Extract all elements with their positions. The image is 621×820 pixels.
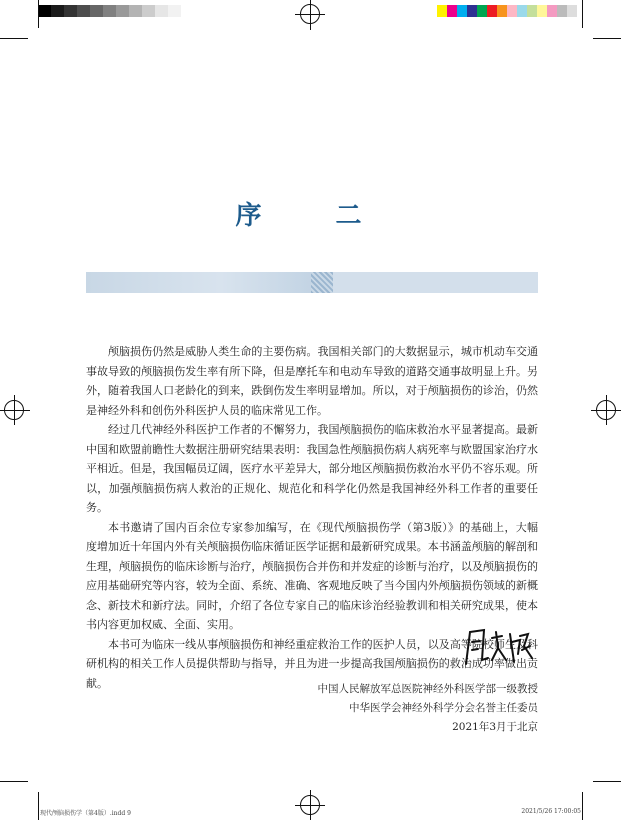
color-swatch <box>457 5 467 17</box>
gray-step-bar <box>38 5 181 17</box>
color-swatch <box>477 5 487 17</box>
color-step-bar <box>437 5 577 17</box>
decorative-band <box>86 272 538 293</box>
signature-block <box>318 680 539 737</box>
gray-swatch <box>142 5 155 17</box>
affiliation-line: 中华医学会神经外科学分会名誉主任委员 <box>349 702 538 714</box>
footer-filename: 现代颅脑损伤学（第4版）.indd 9 <box>40 810 131 817</box>
gray-swatch <box>38 5 51 17</box>
date-line: 2021年3月于北京 <box>452 721 538 733</box>
color-swatch <box>497 5 507 17</box>
page-title: 序 二 <box>235 201 386 232</box>
gray-swatch <box>64 5 77 17</box>
gray-swatch <box>77 5 90 17</box>
color-swatch <box>437 5 447 17</box>
color-swatch <box>507 5 517 17</box>
color-swatch <box>567 5 577 17</box>
gray-swatch <box>103 5 116 17</box>
paragraph: 颅脑损伤仍然是威胁人类生命的主要伤病。我国相关部门的大数据显示，城市机动车交通事故导致的颅脑损伤发生率有所下降，但是摩托车和电动车导致的道路交通事故明显上升。另外，随着我国人口老龄化的到来，跌倒伤发生率明显增加。所以，对于颅脑损伤的诊治，仍然是神经外科和创伤外科医护人员的临床常见工作。 <box>86 345 538 417</box>
footer-timestamp: 2021/5/26 17:00:05 <box>521 808 581 815</box>
color-swatch <box>467 5 477 17</box>
color-swatch <box>557 5 567 17</box>
color-swatch <box>547 5 557 17</box>
paragraph: 经过几代神经外科医护工作者的不懈努力，我国颅脑损伤的临床救治水平显著提高。最新中国和欧盟前瞻性大数据注册研究结果表明：我国急性颅脑损伤病人病死率与欧盟国家治疗水平相近。但是，我国幅员辽阔，医疗水平差异大，部分地区颅脑损伤救治水平仍不容乐观。所以，加强颅脑损伤病人救治的正规化、规范化和科学化仍然是我国神经外科工作者的重要任务。 <box>86 423 538 514</box>
paragraph: 本书邀请了国内百余位专家参加编写，在《现代颅脑损伤学（第3版）》的基础上，大幅度增加近十年国内外有关颅脑损伤临床循证医学证据和最新研究成果。本书涵盖颅脑的解剖和生理，颅脑损伤的临床诊断与治疗，颅脑损伤合并伤和并发症的诊断与治疗，以及颅脑损伤的应用基础研究等内容，较为全面、系统、准确、客观地反映了当今国内外颅脑损伤领域的新概念、新技术和新疗法。同时，介绍了各位专家自己的临床诊治经验教训和相关研究成果，使本书内容更加权威、全面、实用。 <box>86 520 538 631</box>
gray-swatch <box>90 5 103 17</box>
gray-swatch <box>155 5 168 17</box>
paragraph: 本书可为临床一线从事颅脑损伤和神经重症救治工作的医护人员，以及高等院校师生及科研机构的相关工作人员提供帮助与指导，并且为进一步提高我国颅脑损伤的救治成功率做出贡献。 <box>86 637 538 690</box>
handwritten-signature <box>458 624 538 674</box>
color-swatch <box>537 5 547 17</box>
affiliation-line: 中国人民解放军总医院神经外科医学部一级教授 <box>317 683 538 695</box>
gray-swatch <box>116 5 129 17</box>
color-swatch <box>517 5 527 17</box>
gray-swatch <box>51 5 64 17</box>
color-swatch <box>487 5 497 17</box>
color-swatch <box>447 5 457 17</box>
gray-swatch <box>129 5 142 17</box>
gray-swatch <box>168 5 181 17</box>
color-swatch <box>527 5 537 17</box>
